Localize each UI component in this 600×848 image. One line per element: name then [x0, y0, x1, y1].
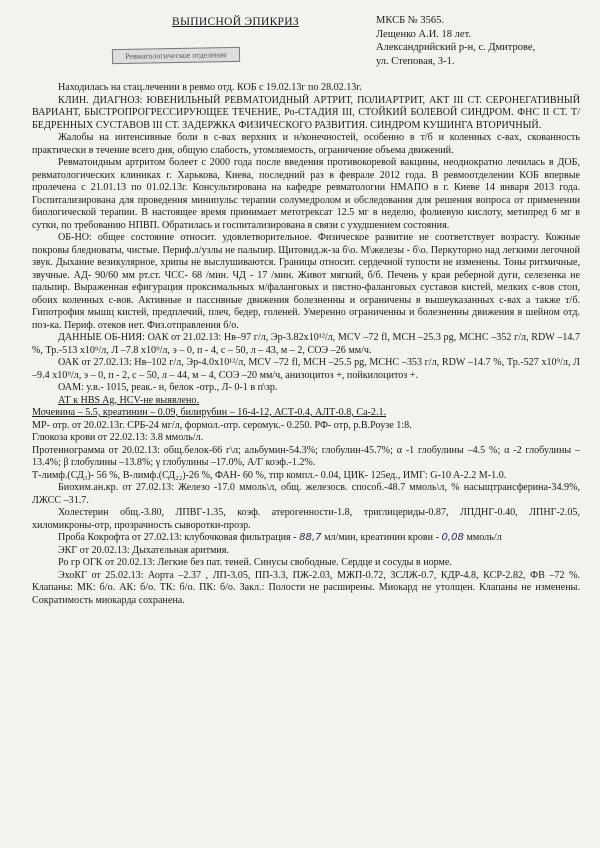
- anamnesis: Ревматоидным артритом болеет с 2000 года после введения противокоревой вакцины, неоднократно лечилась в ДОБ, ревматологических клиниках г. Харькова, Киева, последний раз в феврале 2012 года. В ревмоотделении КОБ впервые пролечена с 21.01.13 по 01.02.13г. Консультирована на кафедре ревматологии НМАПО в г. Киеве 14 января 2013 года. Госпитализирована для проведения минипульс терапии солумедролом и обследования для решения вопроса от применении биологической терапии. В настоящее время принимает метотрексат 12.5 мг в неделю, фолиевую кислоту, метипред 6 мг в сутки, по требованию НПВП. Обратилась и госпитализирована в связи с ухудшением состояния.: [32, 157, 580, 231]
- complaints: Жалобы на интенсивные боли в с-вах верхних и н/конечностей, особенно в т/б и коленных с-вах, скованность практически в течение всего дня, общую слабость, утомляемость, ограничение объема движений.: [32, 132, 580, 156]
- physical-examination: ОБ-НО: общее состояние относит. удовлетворительное. Физическое развитие не соответствует возрасту. Кожные покровы бледноваты, чистые. Периф.л/узлы не пальпир. Щитовид.ж-за б\о. М\железы - б\о. Перкуторно над легкими легочной звук. Дыхание везикулярное, хрипы не выслушиваются. Границы относит. сердечной тупости не изменены. Тоны ритмичные, звучные. АД- 90/60 мм рт.ст. ЧСС- 68 /мин. ЧД - 17 /мин. Живот мягкий, б/б. Печень у края реберной дуги, селезенка не пальпир. Выраженная ефигурация проксимальных м/фаланговых и пястно-фаланговых суставов кистей, мелких с-вов стоп, обоих коленных с-вов. Активные и пассивные движения болезненны и ограничены в вышеуказанных с-вах а также т/б. Гипотрофия мышц кистей, предплечий, плеч, бедер, голеней. Умеренно ограниченны и болезненны движения в шейном отд. поз-ка. Периф. отеков нет. Физ.отправления б/о.: [32, 232, 580, 331]
- handwritten-gfr: 88,7: [299, 532, 322, 543]
- echocardiography: ЭхоКГ от 25.02.13: Аорта –2.37 , ЛП-3.05, ПП-3.3, ПЖ-2.03, МЖП-0.72, ЗСЛЖ-0.7, КДР-4.8, КСР-2.82, ФВ –72 %. Клапаны: МК: б/о. АК: б/о. ТК: б/о. ПК: б/о. Закл.: Полости не расширены. Миокард не утолщен. Клапаны не изменены. Сократимость миокарда сохранена.: [32, 569, 580, 606]
- urinalysis: ОАМ: у.в.- 1015, реак.- н, белок -отр., Л- 0-1 в п\зр.: [58, 382, 278, 393]
- chest-xray: Ро гр ОГК от 20.02.13: Легкие без пат. теней. Синусы свободные. Сердце и сосуды в норме.: [58, 557, 452, 568]
- cockroft-units: мл/мин, креатинин крови -: [324, 532, 439, 543]
- iron-panel: Биохим.ан.кр. от 27.02.13: Железо -17.0 ммоль\л, общ. железосв. способ.-48.7 ммоль\л, % насыщтрансферина-34.9%, ЛЖСС –31.7.: [32, 482, 580, 506]
- creatinine-units: ммоль/л: [466, 532, 502, 543]
- document-title: ВЫПИСНОЙ ЭПИКРИЗ: [172, 16, 299, 28]
- cockroft-test: [32, 532, 580, 545]
- rheumatic-tests: МР- отр. от 20.02.13г. СРБ-24 мг/л, формол.-отр. серомук.- 0.250. РФ- отр, р.В.Роузе 1:8.: [32, 419, 412, 431]
- clinical-diagnosis: КЛИН. ДИАГНОЗ: ЮВЕНИЛЬНЫЙ РЕВМАТОИДНЫЙ АРТРИТ, ПОЛИАРТРИТ, АКТ III СТ. СЕРОНЕГАТИВНЫЙ ВАРИАНТ, БЫСТРОПРОГРЕССИРУЮЩЕЕ ТЕЧЕНИЕ, Ро-СТАДИЯ III, СТОЙКИЙ БОЛЕВОЙ СИНДРОМ. ФНС II СТ. Т/БЕДРЕННЫХ СУСТАВОВ III СТ. ЗАДЕРЖКА ФИЗИЧЕСКОГО РАЗВИТИЯ. СИНДРОМ КУШИНГА ВТОРИЧНЫЙ.: [32, 94, 580, 131]
- lipid-panel: Холестерин общ.-3.80, ЛПВГ-1.35, коэф. атерогенности-1.8, триглицериды-0.87, ЛПДНГ-0.40, ЛПНГ-2.05, хиломикроны-отр, прозрачность сыворотки-прозр.: [32, 507, 580, 531]
- case-number: МКСБ № 3565.: [376, 15, 445, 26]
- admission-dates: Находилась на стац.лечении в ревмо отд. КОБ с 19.02.13г по 28.02.13г.: [58, 82, 362, 93]
- patient-name: Лещенко А.И. 18 лет.: [376, 28, 472, 40]
- hepatitis-markers: АТ к HBS Ag, HCV-не выявлено.: [58, 394, 199, 406]
- biochemistry: Мочевина – 5.5, креатинин – 0.09, билирубин – 16-4-12, АСТ-0.4, АЛТ-0.8, Са-2.1.: [32, 407, 387, 418]
- ecg: ЭКГ от 20.02.13: Дыхательная аритмия.: [58, 544, 229, 556]
- patient-info-block: [376, 14, 591, 68]
- cbc-21-02: ДАННЫЕ ОБ-НИЯ: ОАК от 21.02.13: Нв–97 г/л, Эр-3.82х10¹²/л, MCV –72 fl, MCH –25.3 pg, MCHC –352 г/л, RDW –14.7 %, Тр.-513 х10⁹/л, Л –7.8 х10⁹/л, э – 0, п - 4, с – 50, л – 43, м – 2, СОЭ –26 мм/ч.: [32, 332, 580, 356]
- immunogram: Т-лимф.(СД₃)- 56 %, В-лимф.(СД₂₂)-26 %, ФАН- 60 %, тпр компл.- 0.04, ЦИК- 125ед., ИМГ: G-10 A-2.2 M-1.0.: [32, 469, 507, 481]
- cockroft-label: Проба Кокрофта от 27.02.13: клубочковая фильтрация -: [58, 532, 297, 543]
- document-body: [32, 82, 580, 607]
- blood-glucose: Глюкоза крови от 22.02.13: 3.8 ммоль/л.: [32, 432, 204, 443]
- proteinogram: Протеинограмма от 20.02.13: общ.белок-66 г\л; альбумин-54.3%; глобулин-45.7%; α -1 глобулины –4.5 %; α -2 глобулины –13.4%; β глобулины –13.8%; γ глобулины –17.0%, А/Г коэф.-1.2%.: [32, 444, 580, 468]
- department-stamp: Ревматологическое отделение: [112, 47, 240, 64]
- cbc-27-02: ОАК от 27.02.13: Нв–102 г/л, Эр-4.0х10¹²/л, MCV –72 fl, MCH –25.5 pg, MCHC –353 г/л, RDW –14.7 %, Тр.-527 х10⁹/л, Л –9.4 х10⁹/л, э – 0, п - 2, с – 50, л – 44, м – 4, СОЭ –20 мм/ч, анизоцитоз +, пойкилоцитоз +.: [32, 357, 580, 381]
- address-line-2: ул. Степовая, 3-1.: [376, 55, 455, 67]
- address-line-1: Александрийский р-н, с. Дмитрове,: [376, 42, 536, 54]
- handwritten-creatinine: 0,08: [441, 532, 464, 543]
